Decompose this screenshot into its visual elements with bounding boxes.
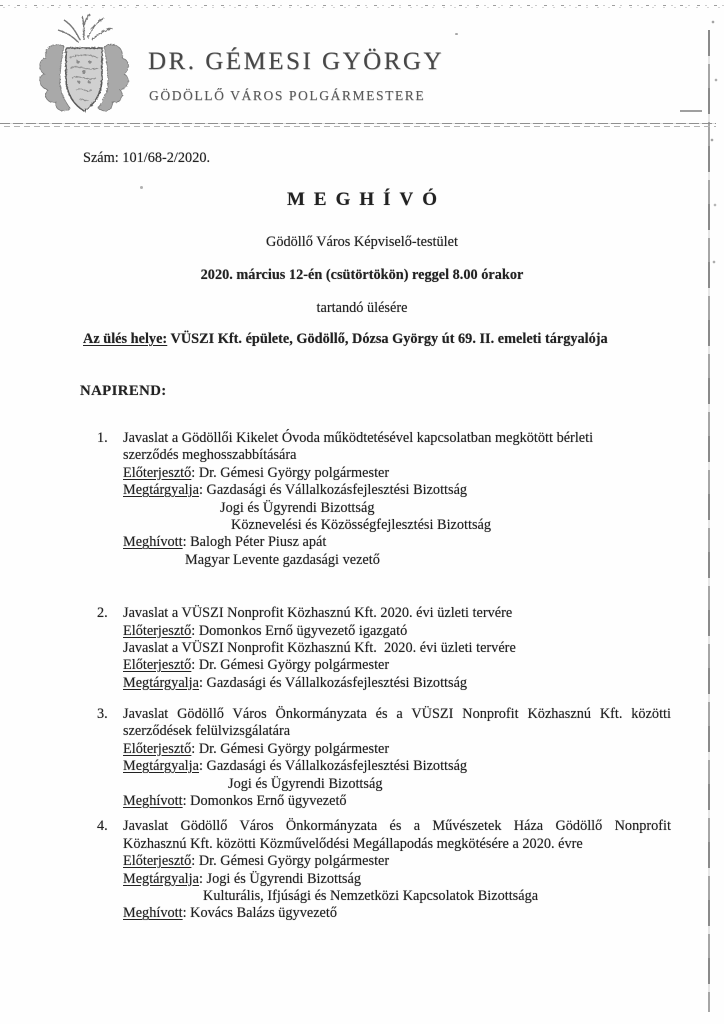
agenda-heading: NAPIREND: [80,383,167,399]
agenda-item-title-line: szerződés meghosszabbítására [123,447,297,464]
agenda-row-continuation: Magyar Levente gazdasági vezető [185,551,380,568]
row-label: Előterjesztő [123,657,192,674]
agenda-row-continuation: Köznevelési és Közösségfejlesztési Bizottság [231,516,492,533]
location-line [83,331,608,348]
agenda-row [123,758,671,775]
agenda-row-continuation: Jogi és Ügyrendi Bizottság [220,499,375,516]
row-label: Megtárgyalja [123,482,199,499]
row-text: : Dr. Gémesi György polgármester [191,740,390,757]
scan-speckle [680,110,702,112]
agenda-item-1 [97,430,671,569]
row-label: Előterjesztő [123,622,192,639]
agenda-item-title-line: Javaslat a VÜSZI Nonprofit Közhasznú Kft. 2020. évi üzleti tervére [123,605,513,622]
agenda-row [123,465,671,482]
datetime-line: 2020. március 12-én (csütörtökön) reggel 8.00 órakor [200,267,524,283]
letterhead-name: DR. GÉMESI GYÖRGY [148,48,444,75]
agenda-row-continuation: Kulturális, Ifjúsági és Nemzetközi Kapcsolatok Bizottsága [203,887,539,904]
row-label: Előterjesztő [123,853,192,870]
agenda-item-title-line: szerződések felülvizsgálatára [123,723,291,740]
agenda-row-continuation: Jogi és Ügyrendi Bizottság [228,775,383,792]
agenda-row [123,482,671,499]
scan-speckles-right [710,0,720,300]
coat-of-arms-icon [34,12,134,124]
agenda-item-title-line: Közhasznú Kft. közötti Közművelődési Megállapodás megkötésére a 2020. évre [123,835,583,852]
agenda-row [123,534,671,551]
scan-speckle [455,33,458,35]
row-text: : Dr. Gémesi György polgármester [191,657,390,674]
agenda-row [123,793,671,810]
agenda-row: Javaslat a VÜSZI Nonprofit Közhasznú Kft. 2020. évi üzleti tervére [123,639,516,656]
row-label: Meghívott [123,905,183,922]
agenda-item-number: 4. [97,818,108,835]
row-label: Meghívott [123,534,183,551]
row-label: Megtárgyalja [123,870,199,887]
agenda-item-title-line: Javaslat Gödöllő Város Önkormányzata és a Művészetek Háza Gödöllő Nonprofit [123,818,671,835]
row-label: Előterjesztő [123,740,192,757]
agenda-row [123,657,671,674]
agenda-row [123,853,671,870]
agenda-item-number: 1. [97,430,108,446]
location-text: VÜSZI Kft. épülete, Gödöllő, Dózsa György út 69. II. emeleti tárgyalója [167,331,608,347]
row-label: Előterjesztő [123,464,192,481]
row-text: : Domonkos Ernő ügyvezető [182,793,347,810]
agenda-row [123,871,671,888]
row-text: : Dr. Gémesi György polgármester [191,853,390,870]
agenda-item-3 [97,706,671,810]
agenda-item-4 [97,818,671,922]
committee-line: Gödöllő Város Képviselő-testület [266,234,458,250]
agenda-item-body [123,706,671,810]
agenda-item-body [123,605,671,692]
agenda-list [97,430,671,923]
agenda-item-number: 3. [97,706,108,723]
row-text: : Balogh Péter Piusz apát [182,534,327,551]
letterhead-divider-rule [0,123,716,128]
row-label: Megtárgyalja [123,674,199,691]
row-label: Meghívott [123,793,183,810]
agenda-item-number: 2. [97,605,108,622]
document-title: MEGHÍVÓ [286,189,447,210]
agenda-row [123,675,671,692]
agenda-item-body [123,430,671,569]
row-text: : Gazdasági és Vállalkozásfejlesztési Bizottság [198,674,468,691]
session-line: tartandó ülésére [316,300,408,316]
agenda-item-2 [97,605,671,692]
row-text: : Gazdasági és Vállalkozásfejlesztési Bizottság [198,758,468,775]
scan-noise-top [0,5,724,8]
agenda-item-body [123,818,671,922]
agenda-item-title-line: Javaslat a Gödöllői Kikelet Óvoda működtetésével kapcsolatban megkötött bérleti [123,430,594,446]
row-text: : Gazdasági és Vállalkozásfejlesztési Bizottság [198,482,468,499]
location-label: Az ülés helye: [83,331,168,347]
row-text: : Jogi és Ügyrendi Bizottság [198,870,361,887]
agenda-row [123,623,671,640]
row-text: : Domonkos Ernő ügyvezető igazgató [191,622,408,639]
agenda-row [123,741,671,758]
agenda-item-title-line: Javaslat Gödöllő Város Önkormányzata és a VÜSZI Nonprofit Közhasznú Kft. közötti [123,706,671,723]
letterhead-title: GÖDÖLLŐ VÁROS POLGÁRMESTERE [149,88,426,103]
row-text: : Kovács Balázs ügyvezető [182,905,338,922]
document-number: Szám: 101/68-2/2020. [83,150,211,166]
row-label: Megtárgyalja [123,758,199,775]
row-text: : Dr. Gémesi György polgármester [191,464,390,481]
agenda-row [123,905,671,922]
